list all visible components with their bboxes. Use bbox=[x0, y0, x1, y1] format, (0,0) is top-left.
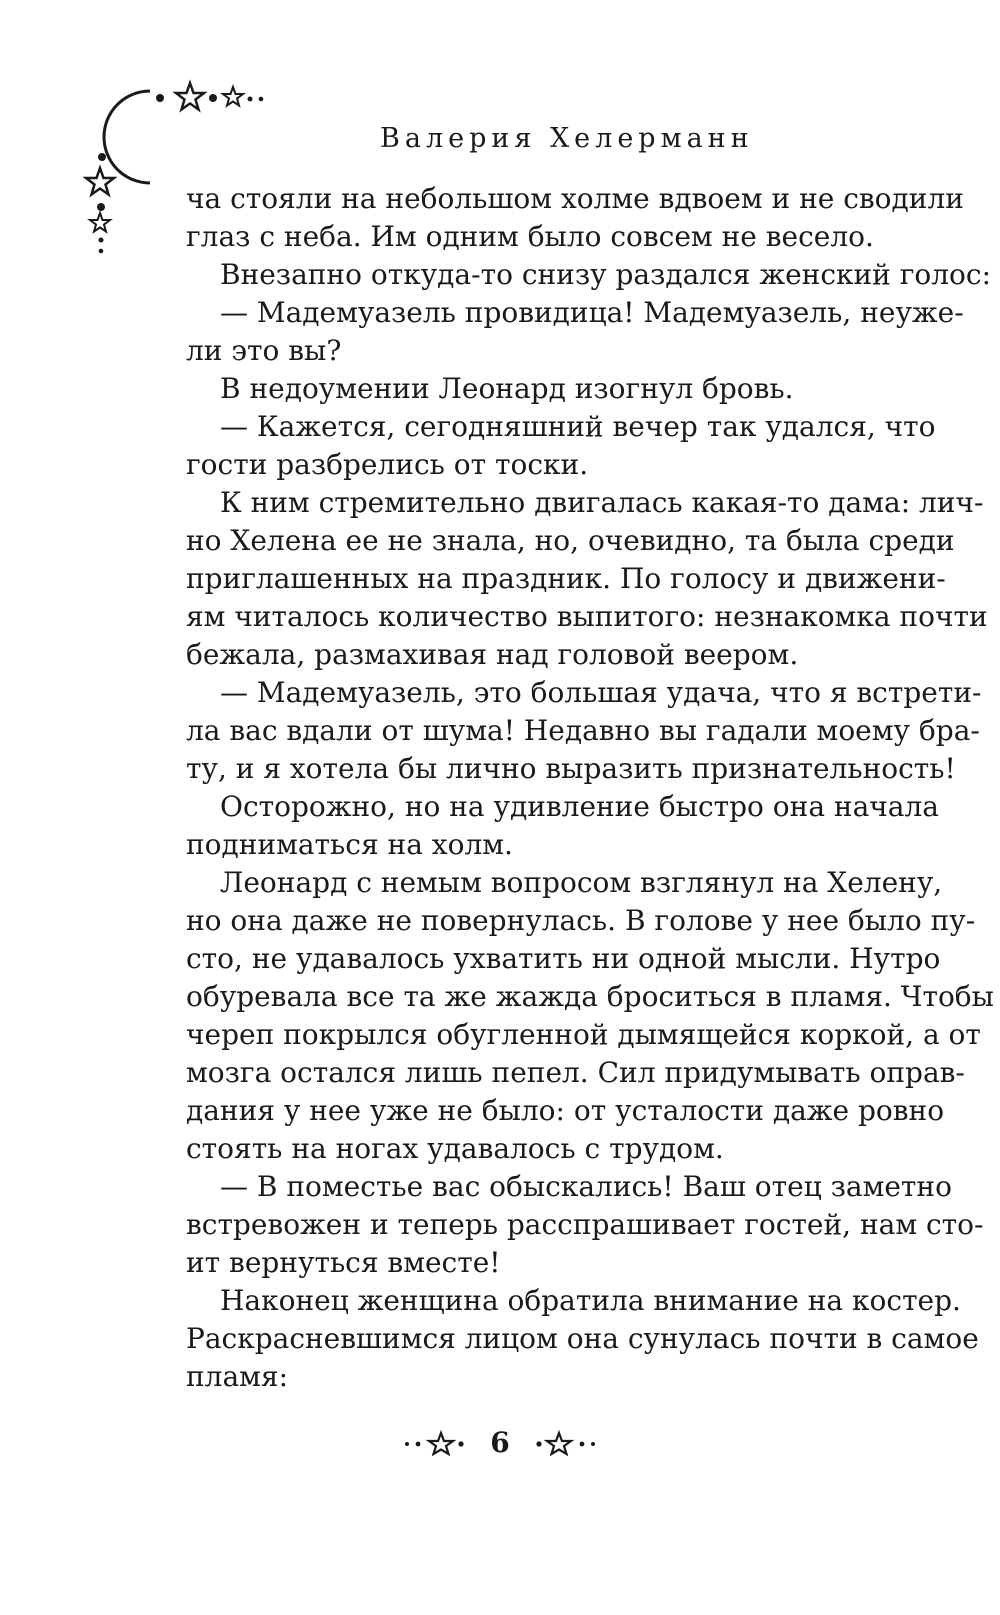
text-line: дания у нее уже не было: от усталости даже ровно bbox=[186, 1094, 945, 1127]
running-head: Валерия Хелерманн bbox=[380, 123, 754, 154]
text-line: приглашенных на праздник. По голосу и движени- bbox=[186, 562, 946, 595]
star-icon bbox=[547, 1433, 571, 1454]
dot-icon bbox=[591, 1442, 595, 1446]
text-line: сто, не удавалось ухватить ни одной мысли. Нутро bbox=[186, 942, 941, 975]
text-line: но Хелена ее не знала, но, очевидно, та была среди bbox=[186, 524, 955, 557]
text-line: — Кажется, сегодняшний вечер так удался, что bbox=[220, 410, 936, 443]
text-line: встревожен и теперь расспрашивает гостей, нам сто- bbox=[186, 1208, 984, 1241]
text-line: пламя: bbox=[186, 1360, 289, 1393]
page-number: 6 bbox=[490, 1426, 510, 1459]
text-line: гости разбрелись от тоски. bbox=[186, 448, 589, 481]
text-line: — В поместье вас обыскались! Ваш отец заметно bbox=[220, 1170, 952, 1203]
text-line: подниматься на холм. bbox=[186, 828, 513, 861]
text-line: мозга остался лишь пепел. Сил придумывать оправ- bbox=[186, 1056, 965, 1089]
paragraph bbox=[186, 370, 868, 408]
text-line: — Мадемуазель, это большая удача, что я встрети- bbox=[220, 676, 982, 709]
folio-ornament-right bbox=[533, 1430, 597, 1456]
text-line: ча стояли на небольшом холме вдвоем и не сводили bbox=[186, 182, 964, 215]
star-icon bbox=[86, 168, 114, 195]
star-icon bbox=[429, 1433, 453, 1454]
text-line: В недоумении Леонард изогнул бровь. bbox=[220, 372, 794, 405]
text-line: Внезапно откуда-то снизу раздался женский голос: bbox=[220, 258, 992, 291]
star-icon bbox=[223, 87, 243, 106]
text-line: обуревала все та же жажда броситься в пламя. Чтобы bbox=[186, 980, 994, 1013]
text-line: стоять на ногах удавалось с трудом. bbox=[186, 1132, 724, 1165]
stars-dots-left bbox=[86, 154, 114, 253]
text-line: глаз с неба. Им одним было совсем не весело. bbox=[186, 220, 874, 253]
paragraph bbox=[186, 294, 964, 370]
text-line: Леонард с немым вопросом взглянул на Хелену, bbox=[220, 866, 943, 899]
stars-dots-top bbox=[157, 83, 263, 110]
text-line: череп покрылся обугленной дымящейся коркой, а от bbox=[186, 1018, 981, 1051]
text-line: ту, и я хотела бы лично выразить признательность! bbox=[186, 752, 956, 785]
text-line: ит вернуться вместе! bbox=[186, 1246, 501, 1279]
paragraph bbox=[186, 1282, 979, 1396]
folio-ornament-left bbox=[403, 1430, 467, 1456]
paragraph bbox=[186, 180, 964, 256]
body-text bbox=[186, 180, 994, 1396]
text-line: Наконец женщина обратила внимание на костер. bbox=[220, 1284, 961, 1317]
text-line: Осторожно, но на удивление быстро она начала bbox=[220, 790, 939, 823]
paragraph bbox=[186, 864, 994, 1168]
page-number-footer bbox=[0, 1424, 1000, 1459]
text-line: ям читалось количество выпитого: незнакомка почти bbox=[186, 600, 988, 633]
dot-icon bbox=[537, 1441, 542, 1446]
dot-icon bbox=[458, 1441, 463, 1446]
paragraph bbox=[186, 674, 982, 788]
dot-icon bbox=[405, 1442, 409, 1446]
dot-icon bbox=[415, 1441, 420, 1446]
text-line: Раскрасневшимся лицом она сунулась почти в самое bbox=[186, 1322, 979, 1355]
text-line: К ним стремительно двигалась какая-то дама: лич- bbox=[220, 486, 984, 519]
text-line: бежала, размахивая над головой веером. bbox=[186, 638, 799, 671]
crescent-moon-icon bbox=[104, 91, 150, 183]
paragraph bbox=[186, 788, 939, 864]
paragraph bbox=[186, 1168, 984, 1282]
text-line: — Мадемуазель провидица! Мадемуазель, неуже- bbox=[220, 296, 964, 329]
text-line: но она даже не повернулась. В голове у нее было пу- bbox=[186, 904, 976, 937]
dot-icon bbox=[580, 1441, 585, 1446]
star-icon bbox=[90, 213, 110, 232]
star-icon bbox=[176, 83, 204, 110]
paragraph bbox=[186, 408, 936, 484]
paragraph bbox=[186, 256, 992, 294]
text-line: ли это вы? bbox=[186, 334, 342, 367]
paragraph bbox=[186, 484, 988, 674]
text-line: ла вас вдали от шума! Недавно вы гадали моему бра- bbox=[186, 714, 980, 747]
